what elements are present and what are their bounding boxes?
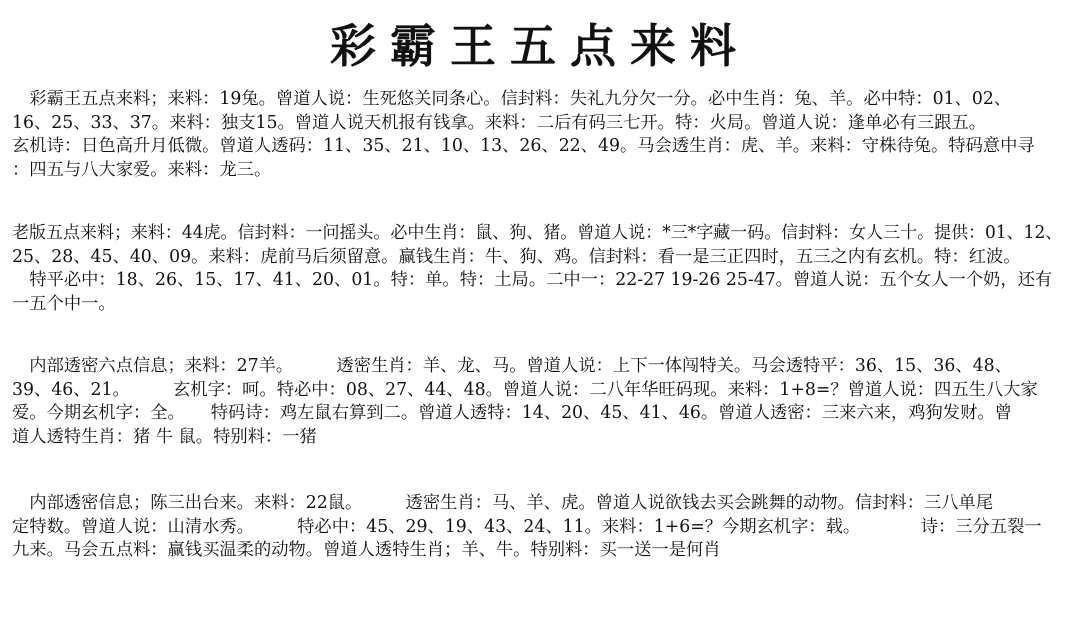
text-line: 内部透密六点信息；来料：27羊。 透密生肖：羊、龙、马。曾道人说：上下一体闯特关。马会透特平：36、15、36、48、	[12, 356, 1012, 376]
page-title: 彩霸王五点来料	[330, 19, 750, 73]
section-old-five-point	[12, 222, 1062, 316]
text-line: 九来。马会五点料：赢钱买温柔的动物。曾道人透特生肖；羊、牛。特别料：买一送一是何肖	[12, 540, 721, 560]
text-line: 老版五点来料；来料：44虎。信封料：一问摇头。必中生肖：鼠、狗、猪。曾道人说：*三*字藏一码。信封料：女人三十。提供：01、12、	[12, 223, 1063, 243]
text-line: 爱。今期玄机字：全。 特码诗：鸡左鼠右算到二。曾道人透特：14、20、45、41、46。曾道人透密：三来六来，鸡狗发财。曾	[12, 403, 1012, 423]
text-line: 25、28、45、40、09。来料：虎前马后须留意。赢钱生肖：牛、狗、鸡。信封料：看一是三正四时，五三之内有玄机。特：红波。	[12, 246, 1021, 267]
text-line: 一五个中一。	[12, 293, 116, 314]
text-line: 39、46、21。 玄机字：呵。特必中：08、27、44、48。曾道人说：二八年华旺码现。来料：1+8=？曾道人说：四五生八大家	[12, 379, 1038, 400]
text-line: 内部透密信息；陈三出台来。来料：22鼠。 透密生肖：马、羊、虎。曾道人说欲钱去买会跳舞的动物。信封料：三八单尾	[12, 493, 994, 513]
text-line: 定特数。曾道人说：山清水秀。 特必中：45、29、19、43、24、11。来料：1+6=？今期玄机字：载。 诗：三分五裂一	[12, 516, 1042, 537]
text-line: 玄机诗：日色高升月低微。曾道人透码：11、35、21、10、13、26、22、49。马会透生肖：虎、羊。来料：守株待兔。特码意中寻	[12, 136, 1035, 156]
section-caibawang-five-point	[12, 88, 1062, 182]
text-line: 特平必中：18、26、15、17、41、20、01。特：单。特：土局。二中一：22-27 19-26 25-47。曾道人说：五个女人一个奶，还有	[12, 270, 1053, 290]
section-internal-six-point	[12, 355, 1062, 449]
section-internal-info	[12, 492, 1062, 563]
text-line: ：四五与八大家爱。来料：龙三。	[12, 159, 272, 180]
text-line: 彩霸王五点来料；来料：19兔。曾道人说：生死悠关同条心。信封料：失礼九分欠一分。必中生肖：兔、羊。必中特：01、02、	[12, 89, 1012, 109]
text-line: 16、25、33、37。来料：独支15。曾道人说天机报有钱拿。来料：二后有码三七开。特：火局。曾道人说：逢单必有三跟五。	[12, 112, 987, 133]
text-line: 道人透特生肖：猪 牛 鼠。特别料：一猪	[12, 426, 317, 447]
